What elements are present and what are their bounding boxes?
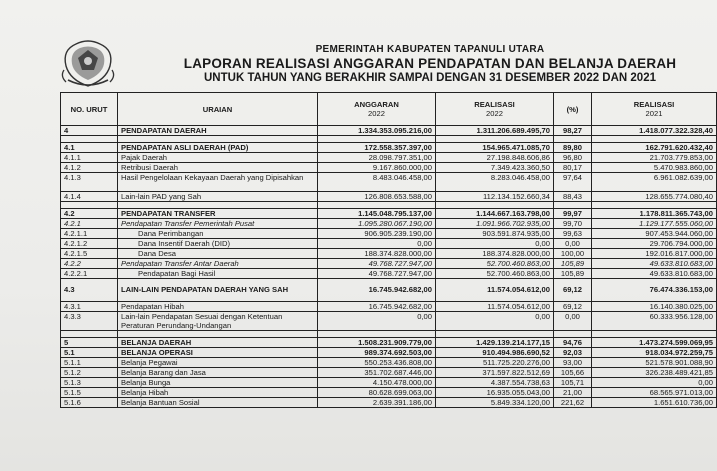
budget-realization-table	[60, 92, 717, 408]
col-header-realisasi-prev: REALISASI 2021	[592, 93, 717, 126]
table-row: 4.1.1 Pajak Daerah 28.098.797.351,00 27.198.848.606,86 96,80 21.703.779.853,00	[61, 153, 717, 163]
col-header-realisasi: REALISASI 2022	[436, 93, 554, 126]
table-row: 4.1.3 Hasil Pengelolaan Kekayaan Daerah yang Dipisahkan 8.483.046.458,00 8.283.046.458,00 97,64 6.961.082.639,00	[61, 173, 717, 192]
table-row: 5.1 BELANJA OPERASI 989.374.692.503,00 910.494.986.690,52 92,03 918.034.972.259,75	[61, 348, 717, 358]
col-header-no: NO. URUT	[61, 93, 118, 126]
report-title: LAPORAN REALISASI ANGGARAN PENDAPATAN DAN BELANJA DAERAH	[183, 56, 677, 71]
table-header-row	[61, 93, 717, 126]
government-name: PEMERINTAH KABUPATEN TAPANULI UTARA	[315, 44, 545, 55]
table-row: 4.2.1 Pendapatan Transfer Pemerintah Pusat 1.095.280.067.190,00 1.091.966.702.935,00 99,70 1.129.177.555.060,00	[61, 219, 717, 229]
col-header-anggaran: ANGGARAN 2022	[318, 93, 436, 126]
table-row: 5.1.6 Belanja Bantuan Sosial 2.639.391.186,00 5.849.334.120,00 221,62 1.651.610.736,00	[61, 398, 717, 408]
col-header-uraian: URAIAN	[118, 93, 318, 126]
report-period: UNTUK TAHUN YANG BERAKHIR SAMPAI DENGAN 31 DESEMBER 2022 DAN 2021	[204, 72, 656, 84]
regency-emblem	[58, 36, 118, 90]
table-row: 4.2.1.2 Dana Insentif Daerah (DID) 0,00 0,00 0,00 29.706.794.000,00	[61, 239, 717, 249]
table-row: 4.2.2 Pendapatan Transfer Antar Daerah 49.768.727.947,00 52.700.460.863,00 105,89 49.633.810.683,00	[61, 259, 717, 269]
table-row: 4.2.1.5 Dana Desa 188.374.828.000,00 188.374.828.000,00 100,00 192.016.817.000,00	[61, 249, 717, 259]
table-row: 5.1.2 Belanja Barang dan Jasa 351.702.687.446,00 371.597.822.512,69 105,66 326.238.489.421,85	[61, 368, 717, 378]
table-row: 4.1 PENDAPATAN ASLI DAERAH (PAD) 172.558.357.397,00 154.965.471.085,70 89,80 162.791.620.432,40	[61, 143, 717, 153]
col-header-percent: (%)	[554, 93, 592, 126]
table-row: 4.1.4 Lain-lain PAD yang Sah 126.808.653.588,00 112.134.152.660,34 88,43 128.655.774.080,40	[61, 192, 717, 202]
report-header	[150, 44, 710, 84]
table-row: 4.3.1 Pendapatan Hibah 16.745.942.682,00 11.574.054.612,00 69,12 16.140.380.025,00	[61, 302, 717, 312]
table-row: 4.2.1.1 Dana Perimbangan 906.905.239.190,00 903.591.874.935,00 99,63 907.453.944.060,00	[61, 229, 717, 239]
table-row: 4 PENDAPATAN DAERAH 1.334.353.095.216,00 1.311.206.689.495,70 98,27 1.418.077.322.328,40	[61, 126, 717, 136]
table-row: 5 BELANJA DAERAH 1.508.231.909.779,00 1.429.139.214.177,15 94,76 1.473.274.599.069,95	[61, 338, 717, 348]
table-row: 5.1.1 Belanja Pegawai 550.253.436.808,00 511.725.220.276,00 93,00 521.578.901.088,90	[61, 358, 717, 368]
table-row: 4.3.3 Lain-lain Pendapatan Sesuai dengan Ketentuan Peraturan Perundang-Undangan 0,00 0,00 0,00 60.333.956.128,00	[61, 312, 717, 331]
table-row: 4.2 PENDAPATAN TRANSFER 1.145.048.795.137,00 1.144.667.163.798,00 99,97 1.178.811.365.743,00	[61, 209, 717, 219]
table-row: 4.1.2 Retribusi Daerah 9.167.860.000,00 7.349.423.360,50 80,17 5.470.983.860,00	[61, 163, 717, 173]
table-row: 4.2.2.1 Pendapatan Bagi Hasil 49.768.727.947,00 52.700.460.863,00 105,89 49.633.810.683,00	[61, 269, 717, 279]
table-row: 5.1.3 Belanja Bunga 4.150.478.000,00 4.387.554.738,63 105,71 0,00	[61, 378, 717, 388]
table-row: 5.1.5 Belanja Hibah 80.628.699.063,00 16.935.055.043,00 21,00 68.565.971.013,00	[61, 388, 717, 398]
table-row: 4.3 LAIN-LAIN PENDAPATAN DAERAH YANG SAH 16.745.942.682,00 11.574.054.612,00 69,12 76.474.336.153,00	[61, 279, 717, 302]
